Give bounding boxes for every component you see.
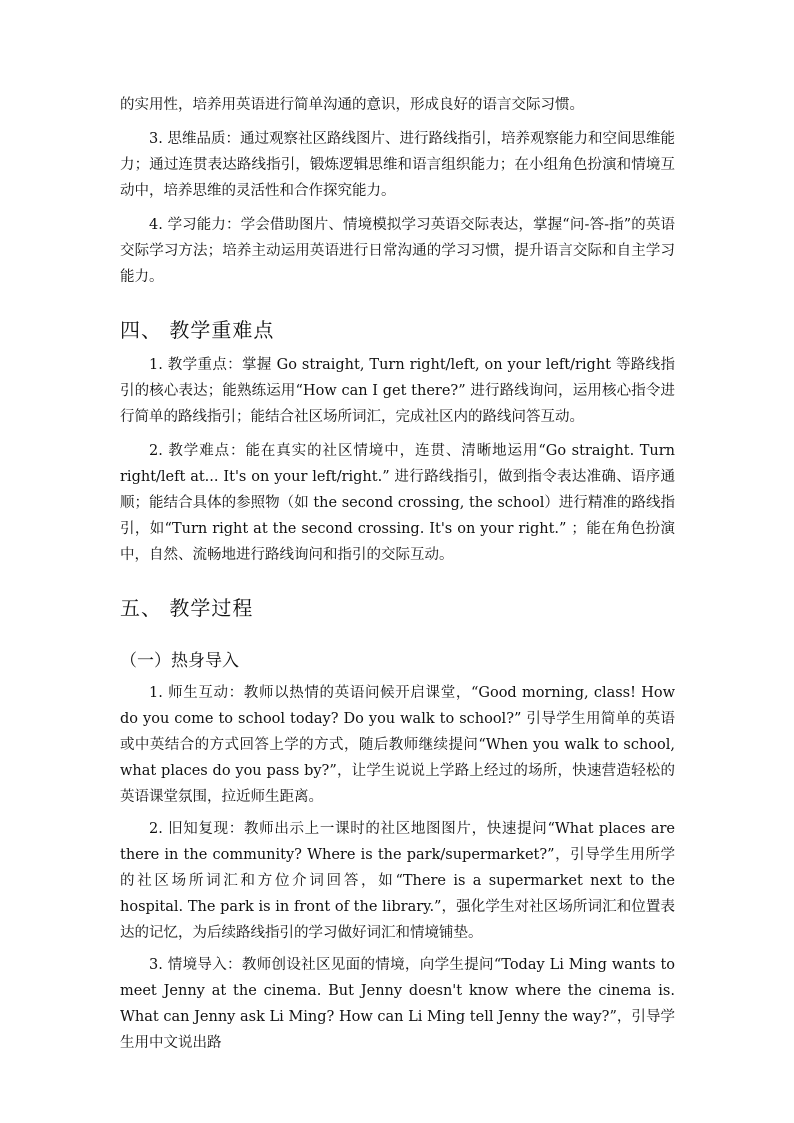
paragraph-teaching-difficulty: 2. 教学难点：能在真实的社区情境中，连贯、清晰地运用“Go straight. Turn right/left at... It's on your left/right.” 进行路线指引，做到指令表达准确、语序通顺；能结合具体的参照物（如 the second crossing, the school）进行精准的路线指引，如“Turn right at the second crossing. It's on your right.” ；能在角色扮演中，自然、流畅地进行路线询问和指引的交际互动。 — [120, 443, 675, 563]
subsection-heading-warm-up: （一）热身导入 — [120, 651, 239, 671]
paragraph-situation-introduction: 3. 情境导入：教师创设社区见面的情境，向学生提问“Today Li Ming wants to meet Jenny at the cinema. But Jenny doesn't know where the cinema is. What can Jenny ask Li Ming? How can Li Ming tell Jenny the way?”，引导学生用中文说出路 — [120, 957, 675, 1051]
paragraph-teaching-focus: 1. 教学重点：掌握 Go straight, Turn right/left, on your left/right 等路线指引的核心表达；能熟练运用“How can I get there?” 进行路线询问，运用核心指令进行简单的路线指引；能结合社区场所词汇，完成社区内的路线问答互动。 — [120, 357, 675, 425]
paragraph-review: 2. 旧知复现：教师出示上一课时的社区地图图片，快速提问“What places are there in the community? Where is the park/supermarket?”，引导学生用所学的社区场所词汇和方位介词回答，如“There is a supermarket next to the hospital. The park is in front of the library.”，强化学生对社区场所词汇和位置表达的记忆，为后续路线指引的学习做好词汇和情境铺垫。 — [120, 821, 675, 941]
paragraph-teacher-student-interaction: 1. 师生互动：教师以热情的英语问候开启课堂，“Good morning, class! How do you come to school today? Do you walk to school?” 引导学生用简单的英语或中英结合的方式回答上学的方式，随后教师继续提问“When you walk to school, what places do you pass by?”，让学生说说上学路上经过的场所，快速营造轻松的英语课堂氛围，拉近师生距离。 — [120, 685, 675, 805]
section-heading-key-difficult-points: 四、 教学重难点 — [120, 318, 275, 342]
section-heading-teaching-process: 五、 教学过程 — [120, 596, 254, 620]
paragraph-thinking-quality: 3. 思维品质：通过观察社区路线图片、进行路线指引，培养观察能力和空间思维能力；通过连贯表达路线指引，锻炼逻辑思维和语言组织能力；在小组角色扮演和情境互动中，培养思维的灵活性和合作探究能力。 — [120, 131, 675, 199]
paragraph-continuation: 的实用性，培养用英语进行简单沟通的意识，形成良好的语言交际习惯。 — [120, 97, 584, 113]
paragraph-learning-ability: 4. 学习能力：学会借助图片、情境模拟学习英语交际表达，掌握“问-答-指”的英语交际学习方法；培养主动运用英语进行日常沟通的学习习惯，提升语言交际和自主学习能力。 — [120, 217, 675, 285]
